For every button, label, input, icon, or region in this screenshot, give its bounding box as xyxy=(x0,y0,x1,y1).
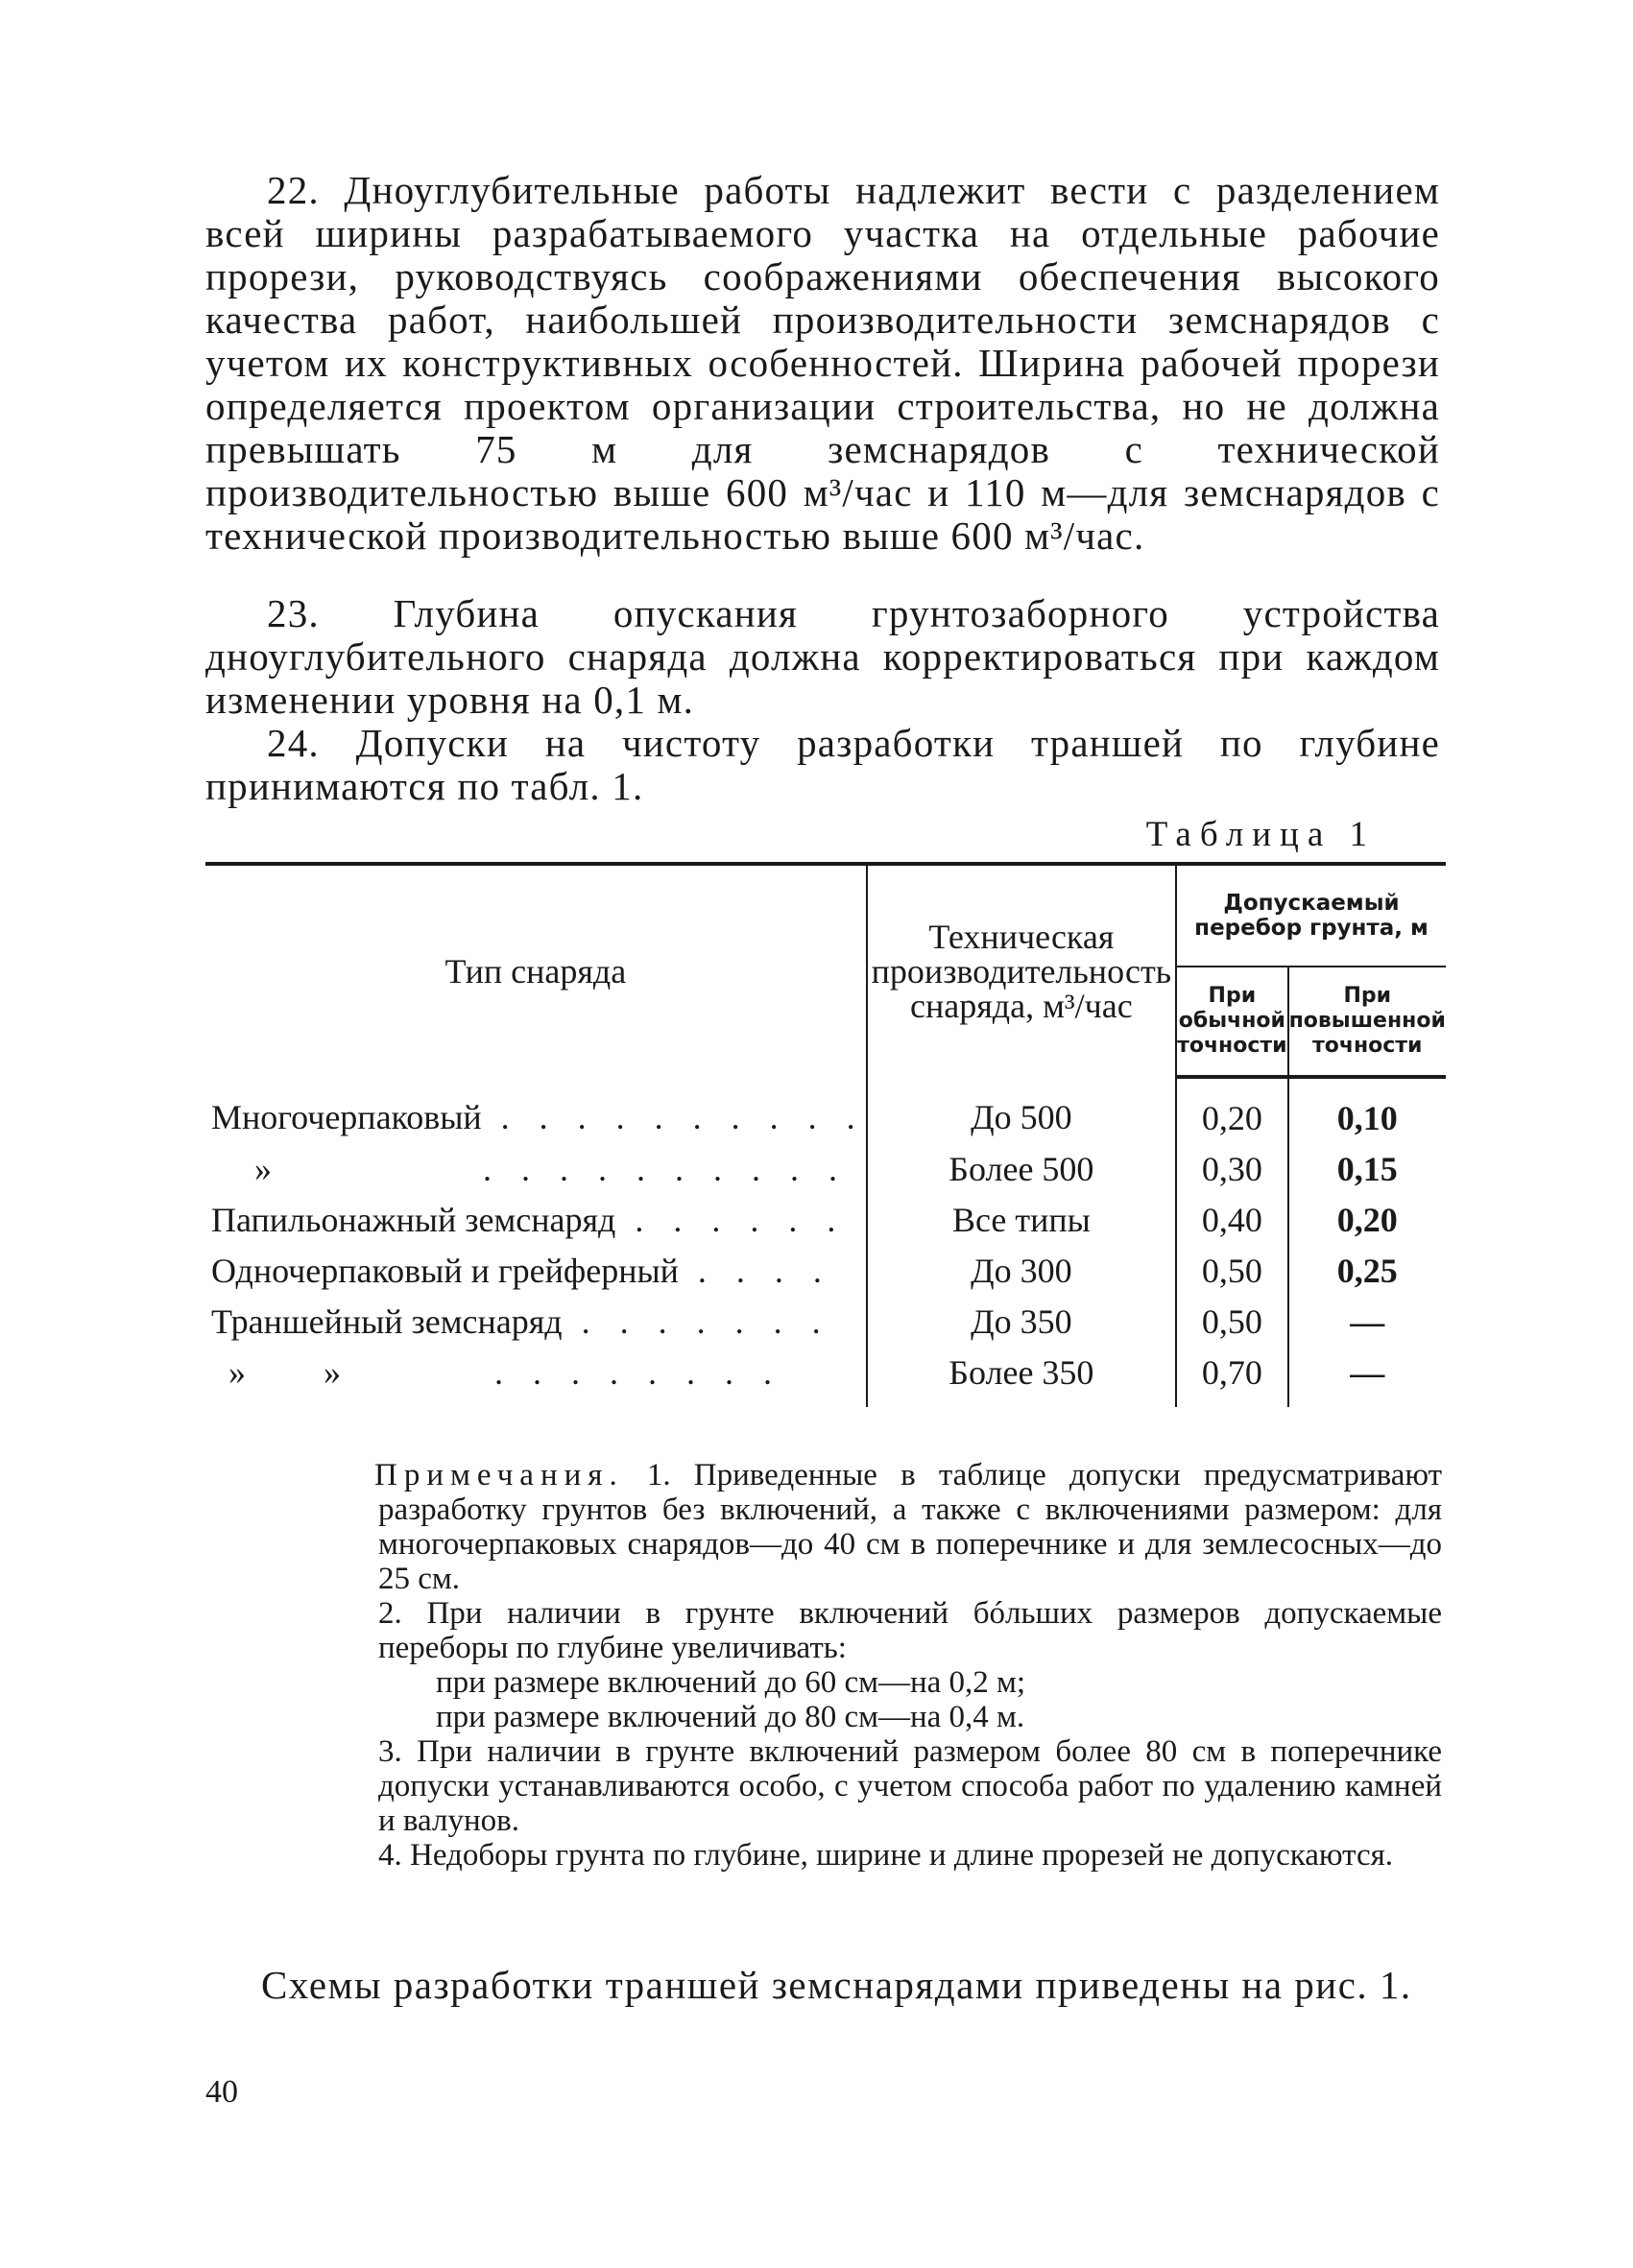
paragraph-23: 23. Глубина опускания грунтозаборного устройства дноуглубительного снаряда должна корректироваться при каждом изменении уровня на 0,1 м. xyxy=(205,591,1440,722)
cell-type: Одночерпаковый и грейферный . . . . xyxy=(211,1251,832,1290)
note-3: 3. При наличии в грунте включений размером более 80 см в поперечнике допуски устанавливаются особо, с учетом способа работ по удалению камней и валунов. xyxy=(378,1734,1442,1838)
table-row xyxy=(205,1194,1446,1245)
header-normal-accuracy: При обычной точности xyxy=(1176,967,1287,1077)
cell-normal: 0,20 xyxy=(1176,1077,1287,1143)
paragraph-24: 24. Допуски на чистоту разработки траншей по глубине принимаются по табл. 1. xyxy=(205,721,1440,808)
cell-normal: 0,50 xyxy=(1176,1245,1287,1296)
note-4: 4. Недоборы грунта по глубине, ширине и длине прорезей не допускаются. xyxy=(378,1838,1394,1873)
cell-normal: 0,70 xyxy=(1176,1347,1287,1407)
cell-productivity: До 350 xyxy=(867,1296,1176,1347)
note-1: Примечания. 1. Приведенные в таблице допуски предусматривают разработку грунтов без включений, а также с включениями размером: для многочерпаковых снарядов—до 40 см в поперечнике и для землесосных—до 25 см. xyxy=(374,1458,1443,1596)
cell-productivity: До 500 xyxy=(867,1077,1176,1143)
cell-type: Многочерпаковый . . . . . . . . . . xyxy=(211,1097,866,1136)
paragraph-22: 22. Дноуглубительные работы надлежит вести с разделением всей ширины разрабатываемого участка на отдельные рабочие прорези, руководствуясь соображениями обеспечения высокого качества работ, наибольшей производительности земснарядов с учетом их конструктивных особенностей. Ширина рабочей прорези определяется проектом организации строительства, но не должна превышать 75 м для земснарядов с технической производительностью выше 600 м³/час и 110 м—для земснарядов с технической производительностью выше 600 м³/час. xyxy=(205,168,1440,558)
cell-high: 0,10 xyxy=(1336,1098,1398,1137)
cell-high: — xyxy=(1350,1301,1385,1341)
cell-productivity: Более 500 xyxy=(867,1143,1176,1194)
cell-type: » . . . . . . . . . . xyxy=(211,1149,848,1188)
header-productivity: Техническая производительность снаряда, м³/час xyxy=(867,864,1176,1077)
cell-productivity: До 300 xyxy=(867,1245,1176,1296)
cell-productivity: Более 350 xyxy=(867,1347,1176,1407)
cell-type: Траншейный земснаряд . . . . . . . xyxy=(211,1301,831,1341)
table-row xyxy=(205,1347,1446,1407)
table-row xyxy=(205,1077,1446,1143)
table-row xyxy=(205,1245,1446,1296)
cell-type: » » . . . . . . . . xyxy=(211,1352,782,1392)
note-2-item-2: при размере включений до 80 см—на 0,4 м. xyxy=(436,1700,1025,1734)
header-overdig: Допускаемый перебор грунта, м xyxy=(1176,864,1446,967)
notes-label: Примечания. xyxy=(374,1458,624,1492)
table-row xyxy=(205,1143,1446,1194)
cell-type: Папильонажный земснаряд . . . . . . xyxy=(211,1200,847,1239)
cell-normal: 0,50 xyxy=(1176,1296,1287,1347)
note-2: 2. При наличии в грунте включений бóльших размеров допускаемые переборы по глубине увеличивать: xyxy=(378,1596,1442,1665)
note-2-item-1: при размере включений до 60 см—на 0,2 м; xyxy=(436,1665,1026,1700)
table-row xyxy=(205,1296,1446,1347)
cell-normal: 0,30 xyxy=(1176,1143,1287,1194)
table-caption: Таблица 1 xyxy=(1145,815,1376,854)
header-high-accuracy: При повышенной точности xyxy=(1288,967,1446,1077)
tolerance-table xyxy=(205,862,1446,1407)
figure-reference: Схемы разработки траншей земснарядами приведены на рис. 1. xyxy=(261,1963,1412,2007)
page-number: 40 xyxy=(205,2074,238,2110)
cell-high: 0,15 xyxy=(1336,1149,1398,1188)
cell-productivity: Все типы xyxy=(867,1194,1176,1245)
cell-normal: 0,40 xyxy=(1176,1194,1287,1245)
cell-high: 0,20 xyxy=(1336,1200,1398,1239)
cell-high: 0,25 xyxy=(1336,1251,1398,1290)
header-type: Тип снаряда xyxy=(205,864,867,1077)
cell-high: — xyxy=(1350,1352,1385,1392)
